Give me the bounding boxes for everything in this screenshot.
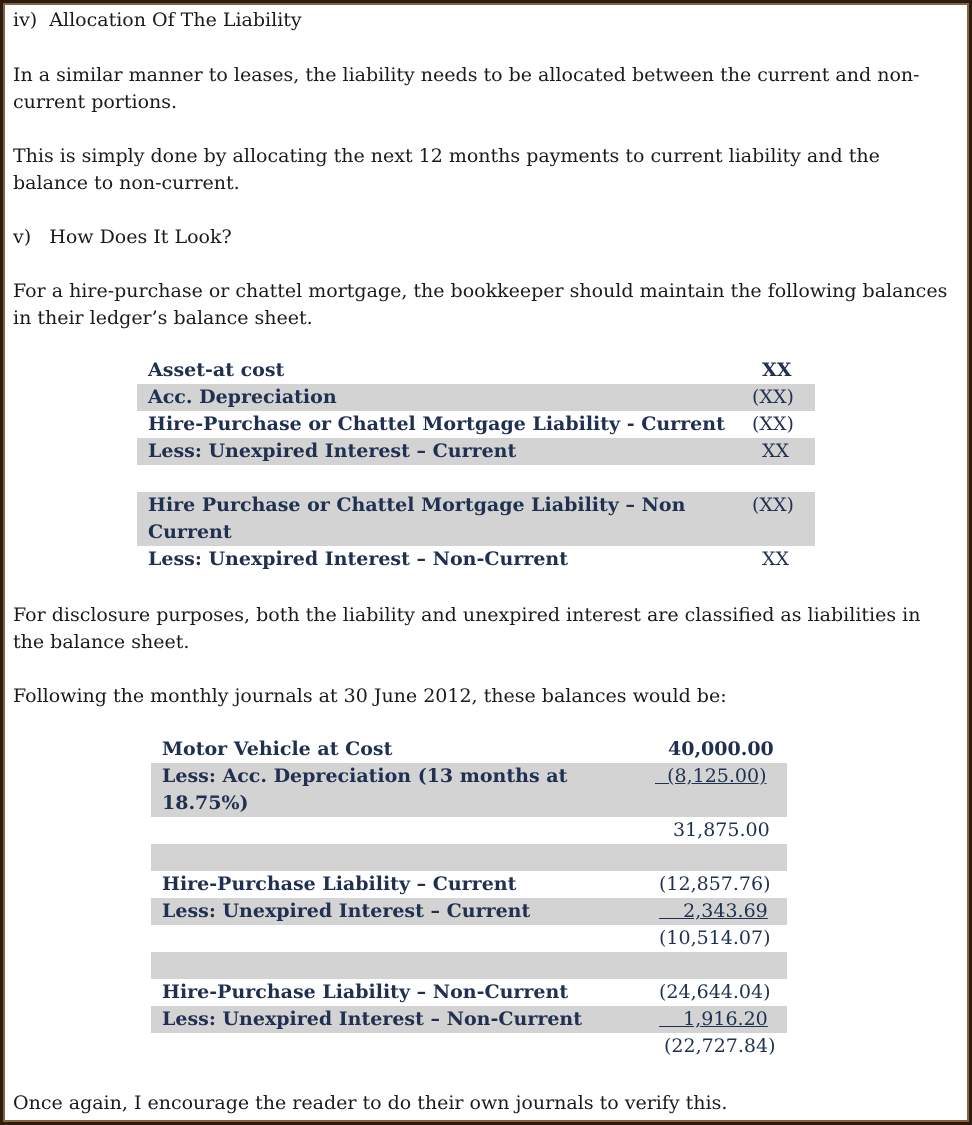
row-label: Less: Unexpired Interest – Current bbox=[162, 900, 531, 922]
table-spacer-row bbox=[137, 465, 815, 492]
row-label: Less: Unexpired Interest – Non-Current bbox=[148, 548, 569, 570]
document-page bbox=[5, 5, 967, 1120]
row-label: Less: Unexpired Interest – Current bbox=[148, 440, 517, 462]
table-row bbox=[151, 763, 787, 817]
table-row bbox=[151, 925, 787, 952]
table-row bbox=[151, 736, 787, 763]
row-label: Less: Acc. Depreciation (13 months at 18.75%) bbox=[162, 765, 568, 814]
table-row bbox=[151, 1006, 787, 1033]
row-label: Hire-Purchase Liability – Current bbox=[162, 873, 517, 895]
row-value: 40,000.00 bbox=[668, 738, 774, 760]
paragraph-allocation: In a similar manner to leases, the liability needs to be allocated between the current and non-current portions. bbox=[13, 64, 920, 113]
row-label: Hire-Purchase or Chattel Mortgage Liability - Current bbox=[148, 413, 725, 435]
row-value: XX bbox=[762, 440, 790, 462]
row-value: (XX) bbox=[752, 413, 794, 435]
row-value: (24,644.04) bbox=[659, 981, 771, 1003]
paragraph-closing: Once again, I encourage the reader to do their own journals to verify this. bbox=[13, 1092, 728, 1114]
balance-sheet-template-table bbox=[137, 357, 815, 573]
table-row bbox=[137, 438, 815, 465]
table-row bbox=[137, 357, 815, 384]
table-row bbox=[151, 979, 787, 1006]
table-row bbox=[151, 871, 787, 898]
row-label: Hire-Purchase Liability – Non-Current bbox=[162, 981, 569, 1003]
row-value: (XX) bbox=[752, 494, 794, 516]
table-row bbox=[137, 546, 815, 573]
paragraph-allocation-method: This is simply done by allocating the next 12 months payments to current liability and the balance to non-current. bbox=[13, 145, 880, 194]
row-value: XX bbox=[762, 359, 792, 381]
row-value: 2,343.69 bbox=[659, 900, 768, 922]
paragraph-balances-intro: For a hire-purchase or chattel mortgage, the bookkeeper should maintain the following balances in their ledger’s balance sheet. bbox=[13, 280, 948, 329]
row-label: Less: Unexpired Interest – Non-Current bbox=[162, 1008, 583, 1030]
table-row bbox=[137, 384, 815, 411]
row-label: Acc. Depreciation bbox=[148, 386, 337, 408]
row-value: (8,125.00) bbox=[655, 765, 767, 787]
row-value: XX bbox=[762, 548, 790, 570]
row-subtotal: (10,514.07) bbox=[659, 927, 771, 949]
table-spacer-row bbox=[151, 844, 787, 871]
row-label: Motor Vehicle at Cost bbox=[162, 738, 393, 760]
row-label: Hire Purchase or Chattel Mortgage Liability – Non Current bbox=[148, 494, 686, 543]
section-heading-v: v) How Does It Look? bbox=[13, 226, 232, 248]
balances-30-june-2012-table bbox=[151, 736, 787, 1060]
table-row bbox=[137, 492, 815, 546]
table-row bbox=[137, 411, 815, 438]
table-row bbox=[151, 898, 787, 925]
row-value: 1,916.20 bbox=[659, 1008, 768, 1030]
table-row bbox=[151, 1033, 787, 1060]
paragraph-journals-intro: Following the monthly journals at 30 June 2012, these balances would be: bbox=[13, 685, 727, 707]
row-value: (XX) bbox=[752, 386, 794, 408]
table-row bbox=[151, 817, 787, 844]
paragraph-disclosure: For disclosure purposes, both the liability and unexpired interest are classified as liabilities in the balance sheet. bbox=[13, 604, 921, 653]
row-label: Asset-at cost bbox=[148, 359, 285, 381]
row-subtotal: 31,875.00 bbox=[673, 819, 770, 841]
row-subtotal: (22,727.84) bbox=[664, 1035, 776, 1057]
table-spacer-row bbox=[151, 952, 787, 979]
row-value: (12,857.76) bbox=[659, 873, 771, 895]
section-heading-iv: iv) Allocation Of The Liability bbox=[13, 9, 302, 31]
